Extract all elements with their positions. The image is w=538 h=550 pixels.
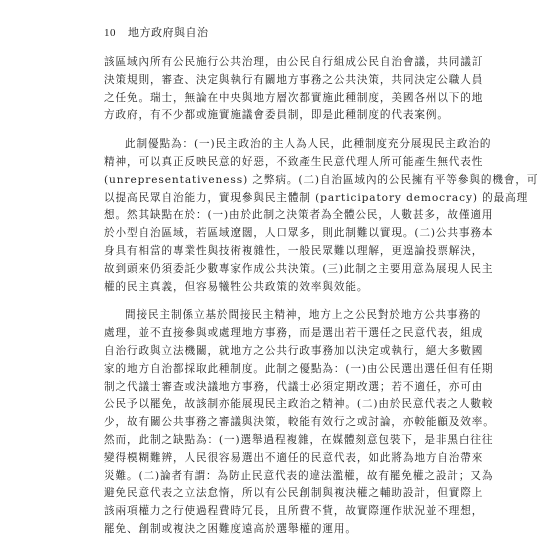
text-line: 該區域內所有公民施行公共治理，由公民自行組成公民自治會議，共同議訂	[104, 56, 484, 68]
text-line: 想。然其缺點在於：(一)由於此制之決策者為全體公民，人數甚多，故僅適用	[104, 209, 494, 222]
text-line: 公民予以罷免，故該制亦能展現民主政治之精神。(二)由於民意代表之人數較	[104, 398, 494, 411]
paragraph-1	[104, 54, 484, 125]
body-text	[104, 54, 538, 550]
text-line: 間接民主制係立基於間接民主精神，地方上之公民對於地方公共事務的	[125, 309, 482, 322]
text-line: 制之代議士審查或決議地方事務，代議士必須定期改選；若不適任，亦可由	[104, 380, 484, 393]
paragraph-2	[104, 136, 538, 296]
text-line: (unrepresentativeness) 之弊病。(二)自治區域內的公民擁有平等參與的機會，可	[104, 173, 538, 186]
text-line: 該兩項權力之行使過程費時冗長，且所費不貲，故實際運作狀況並不理想，	[104, 505, 484, 518]
text-line: 罷免、創制或複決之困難度遠高於選舉權的運用。	[104, 522, 357, 535]
text-line: 於小型自治區域，若區域遼闊，人口眾多，則此制難以實現。(二)公共事務本	[104, 227, 494, 240]
text-line: 方政府，有不少都或施實施議會委員制，即是此種制度的代表案例。	[104, 109, 449, 122]
text-line: 權的民主真義，但容易犧牲公共政策的效率與效能。	[104, 280, 369, 293]
text-line: 之任免。瑞士，無論在中央與地方層次都實施此種制度，美國各州以下的地	[104, 91, 484, 104]
text-line: 少，故有關公共事務之審議與決策，較能有效行之或討論，亦較能顧及效率。	[104, 416, 495, 429]
text-line: 以提高民眾自治能力，實現參與民主體制 (participatory democracy) 的最高理	[104, 191, 529, 204]
text-line: 故到頭來仍須委託少數專家作成公共決策。(三)此制之主要用意為展現人民主	[104, 262, 494, 275]
text-line: 身具有相當的專業性與技術複雜性，一般民眾難以理解，更遑論投票解決，	[104, 244, 484, 257]
text-line: 此制優點為：(一)民主政治的主人為人民，此種制度充分展現民主政治的	[125, 138, 492, 151]
text-line: 處理，並不直接參與或處理地方事務，而是選出若干選任之民意代表，組成	[104, 327, 484, 340]
running-title: 地方政府與自治	[128, 26, 209, 39]
page-header	[104, 26, 209, 40]
text-line: 精神，可以真正反映民意的好惡，不致產生民意代理人所可能產生無代表性	[104, 155, 484, 168]
text-line: 然而，此制之缺點為：(一)選舉過程複雜，在媒體刻意包裝下，是非黑白往往	[104, 433, 494, 446]
paragraph-3	[104, 307, 495, 538]
text-line: 家的地方自治都採取此種制度。此制之優點為：(一)由公民選出選任但有任期	[104, 362, 494, 375]
page-number: 10	[104, 27, 116, 39]
text-line: 變得模糊難辨，人民很容易選出不適任的民意代表，如此將為地方自治帶來	[104, 451, 484, 464]
text-line: 災難。(二)論者有謂：為防止民意代表的違法濫權，故有罷免權之設計；又為	[104, 469, 494, 482]
text-line: 自治行政與立法機關，就地方之公共行政事務加以決定或執行，絕大多數國	[104, 344, 484, 357]
text-line: 避免民意代表之立法怠惰，所以有公民創制與複決權之輔助設計，但實際上	[104, 487, 484, 500]
text-line: 決策規則，審查、決定與執行有關地方事務之公共決策，共同決定公職人員	[104, 73, 484, 86]
